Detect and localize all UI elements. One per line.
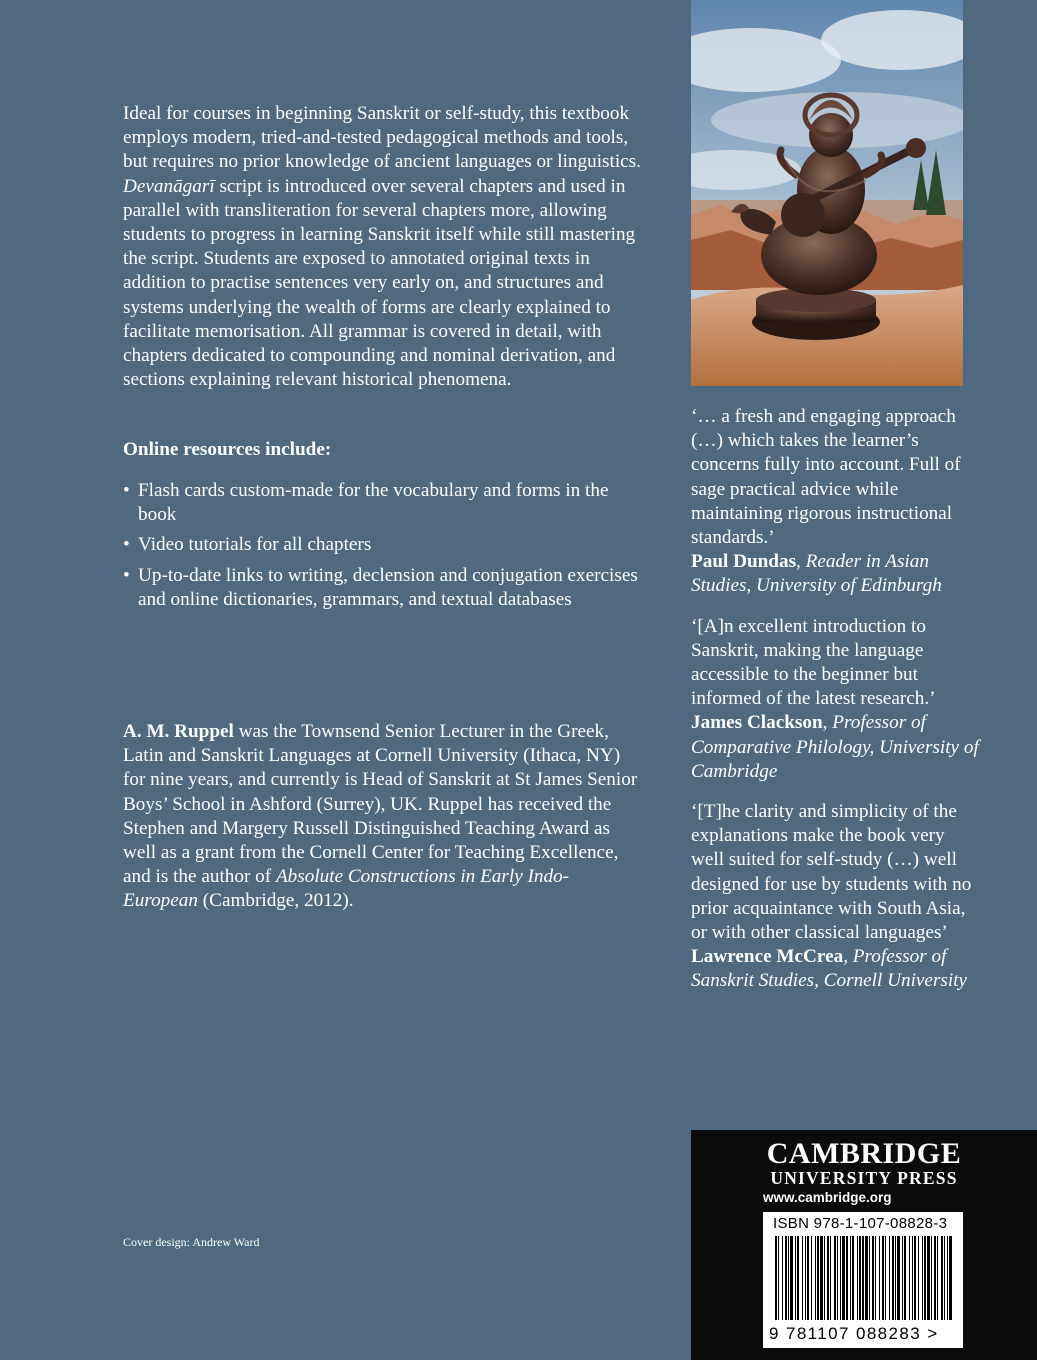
endorsement-attribution: [691, 945, 981, 993]
resource-item-text: Up-to-date links to writing, declension and conjugation exercises and online dictionaries, grammars, and textual databases: [138, 564, 638, 610]
endorsements: [691, 405, 981, 1010]
blurb-text-2: script is introduced over several chapters and used in parallel with transliteration for several chapters more, allowing students to progress in learning Sanskrit itself while still mastering the script. Students are exposed to annotated original texts in addition to practise sentences very early on, and structures and systems underlying the wealth of forms are clearly explained to facilitate memorisation. All grammar is covered in detail, with chapters dedicated to compounding and nominal derivation, and sections explaining relevant historical phenomena.: [123, 175, 636, 391]
resource-item-text: Flash cards custom-made for the vocabulary and forms in the book: [138, 480, 609, 526]
resource-item: [123, 533, 643, 557]
attribution-separator: ,: [843, 946, 853, 968]
barcode-icon: [767, 1236, 959, 1324]
author-bio-text-2: (Cambridge, 2012).: [197, 890, 354, 912]
author-book-title: Absolute Constructions in Early Indo-European: [123, 866, 570, 912]
author-bio: [123, 720, 643, 914]
endorser-name: Lawrence McCrea: [691, 946, 844, 968]
author-bio-text-1: was the Townsend Senior Lecturer in the Greek, Latin and Sanskrit Languages at Cornell University (Ithaca, NY) for nine years, and currently is Head of Sanskrit at St James Senior Boys’ School in Ashford (Surrey), UK. Ruppel has received the Stephen and Margery Russell Distinguished Teaching Award as well as a grant from the Cornell Center for Teaching Excellence, and is the author of: [123, 721, 638, 888]
bullet-icon: •: [123, 564, 130, 586]
blurb-text-1: Ideal for courses in beginning Sanskrit or self-study, this textbook employs modern, tried-and-tested pedagogical methods and tools, but requires no prior knowledge of ancient languages or linguistics.: [123, 103, 641, 173]
attribution-separator: ,: [796, 551, 806, 573]
resource-item-text: Video tutorials for all chapters: [138, 534, 372, 556]
barcode-box: [763, 1212, 963, 1348]
endorser-role: Professor of Sanskrit Studies, Cornell University: [691, 946, 968, 992]
attribution-separator: ,: [822, 712, 833, 734]
endorser-name: Paul Dundas: [691, 551, 797, 573]
endorser-role: Professor of Comparative Philology, University of Cambridge: [691, 712, 979, 782]
resource-item: [123, 479, 643, 527]
endorsement: [691, 800, 981, 994]
book-blurb: [123, 102, 643, 392]
resource-item: [123, 564, 643, 612]
publisher-logo-name: CAMBRIDGE: [766, 1137, 962, 1170]
endorsement-quote: ‘[T]he clarity and simplicity of the explanations make the book very well suited for self-study (…) well designed for use by students with no prior acquaintance with South Asia, or with other classical languages’: [691, 801, 972, 944]
author-name: A. M. Ruppel: [123, 721, 234, 742]
endorsement-attribution: [691, 550, 981, 598]
online-resources-heading: Online resources include:: [123, 439, 332, 460]
endorser-name: James Clackson: [691, 712, 823, 734]
isbn-label: ISBN 978-1-107-08828-3: [773, 1215, 948, 1232]
publisher-website: www.cambridge.org: [763, 1190, 892, 1205]
barcode-digits: 9 781107 088283 >: [769, 1324, 939, 1343]
publisher-box: [691, 1130, 1037, 1360]
endorsement: [691, 615, 981, 784]
saraswati-statue-image: [691, 0, 963, 386]
blurb-script-term: Devanāgarī: [123, 175, 215, 197]
endorsement-quote: ‘[A]n excellent introduction to Sanskrit, making the language accessible to the beginner but informed of the latest research.’: [691, 615, 936, 710]
bullet-icon: •: [123, 534, 130, 556]
bullet-icon: •: [123, 480, 130, 501]
endorser-role: Reader in Asian Studies, University of Edinburgh: [691, 551, 942, 597]
cover-photo: [691, 0, 963, 386]
publisher-logo-subname: UNIVERSITY PRESS: [770, 1168, 958, 1188]
cover-design-credit: Cover design: Andrew Ward: [123, 1235, 260, 1249]
endorsement-attribution: [691, 711, 981, 784]
online-resources-list: [123, 479, 643, 618]
endorsement-quote: ‘… a fresh and engaging approach (…) which takes the learner’s concerns fully into account. Full of sage practical advice while maintaining rigorous instructional standards.’: [691, 406, 961, 549]
endorsement: [691, 405, 981, 599]
